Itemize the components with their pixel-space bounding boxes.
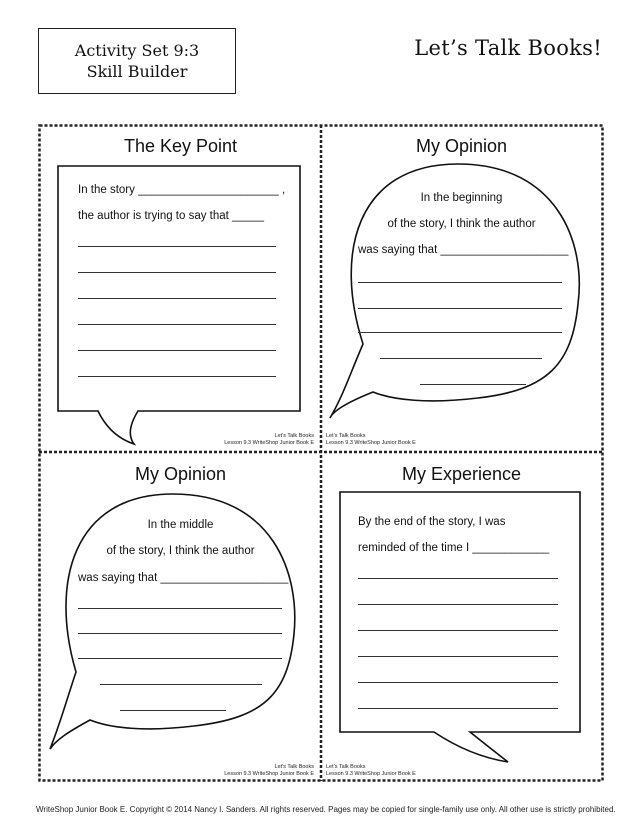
opinion-middle-prompt-2: of the story, I think the author [106, 545, 255, 557]
writing-line [358, 656, 558, 657]
writing-line [380, 358, 542, 359]
experience-prompt-1: By the end of the story, I was [358, 516, 506, 528]
writing-line [78, 298, 276, 299]
experience-prompt-2: reminded of the time I ____________ [358, 542, 550, 554]
panel-credit-1: Let's Talk Books Lesson 9.3 WriteShop Junior Book E [224, 433, 314, 446]
key-point-prompt-2: the author is trying to say that _____ [78, 210, 265, 222]
panel-title-opinion-1: My Opinion [415, 136, 508, 156]
writing-line [78, 246, 276, 247]
writing-line [120, 710, 226, 711]
writing-line [358, 578, 558, 579]
opinion-middle-prompt-3: was saying that ____________________ [78, 572, 289, 584]
opinion-beginning-prompt-3: was saying that ____________________ [358, 244, 569, 256]
opinion-beginning-prompt-2: of the story, I think the author [387, 218, 536, 230]
writing-line [358, 332, 562, 333]
key-point-prompt-1: In the story ______________________ , [78, 184, 286, 196]
writing-line [358, 682, 558, 683]
panel-credit-3: Let's Talk Books Lesson 9.3 WriteShop Junior Book E [224, 764, 314, 777]
writing-line [78, 324, 276, 325]
skill-builder-label: Skill Builder [86, 62, 188, 81]
activity-set-label: Activity Set 9:3 [74, 41, 200, 60]
writing-line [420, 384, 526, 385]
writing-line [78, 658, 282, 659]
panel-title-key-point: The Key Point [123, 136, 238, 156]
speech-bubble-key-point [58, 166, 300, 444]
panel-title-opinion-2: My Opinion [134, 464, 227, 484]
writing-line [78, 350, 276, 351]
writing-line [358, 604, 558, 605]
page-title: Let’s Talk Books! [414, 36, 602, 60]
writing-line [358, 282, 562, 283]
panel-credit-2: Let's Talk Books Lesson 9.3 WriteShop Junior Book E [326, 433, 416, 446]
copyright-footer: WriteShop Junior Book E. Copyright © 2014 Nancy I. Sanders. All rights reserved. Pages may be copied for single-family use only. All other use is strictly prohibited. [36, 805, 616, 814]
panel-credit-4: Let's Talk Books Lesson 9.3 WriteShop Junior Book E [326, 764, 416, 777]
speech-bubble-experience [340, 492, 580, 762]
writing-line [78, 272, 276, 273]
writing-line [78, 376, 276, 377]
writing-line [78, 633, 282, 634]
opinion-beginning-prompt-1: In the beginning [420, 192, 503, 204]
activity-set-box [38, 28, 236, 94]
writing-line [78, 608, 282, 609]
writing-line [100, 684, 262, 685]
writing-line [358, 630, 558, 631]
writing-line [358, 708, 558, 709]
opinion-middle-prompt-1: In the middle [147, 519, 214, 531]
writing-line [358, 308, 562, 309]
panel-title-experience: My Experience [401, 464, 522, 484]
